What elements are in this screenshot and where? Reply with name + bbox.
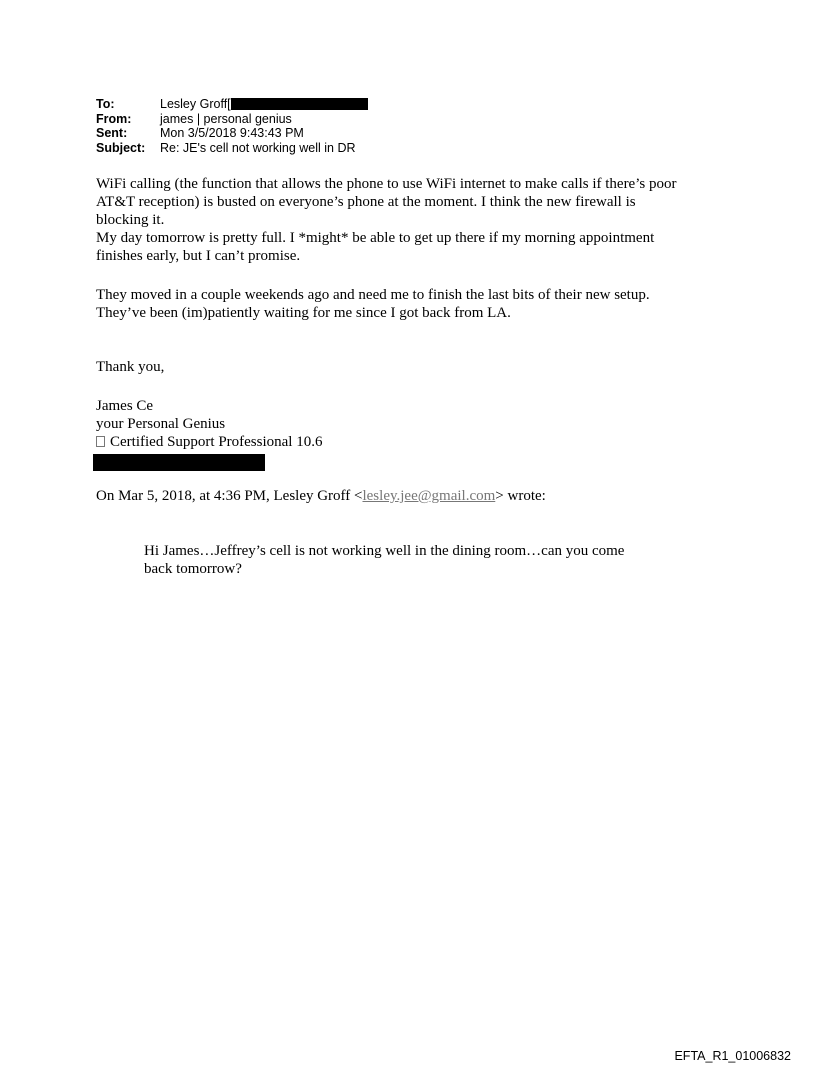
to-label: To:: [96, 97, 115, 111]
body-paragraph-wifi: [96, 175, 736, 229]
body-line: AT&T reception) is busted on everyone’s phone at the moment. I think the new firewall is: [96, 194, 636, 210]
from-row: [96, 112, 368, 127]
body-paragraph-schedule: [96, 229, 736, 265]
to-row: [96, 97, 368, 112]
quoted-line: Hi James…Jeffrey’s cell is not working well in the dining room…can you come: [144, 543, 625, 559]
email-header: [96, 97, 368, 155]
body-line: They’ve been (im)patiently waiting for me since I got back from LA.: [96, 305, 511, 321]
quoted-message: [144, 542, 704, 578]
quoted-intro: [96, 487, 736, 505]
document-id: EFTA_R1_01006832: [674, 1049, 791, 1063]
redaction-bar: [93, 454, 265, 471]
body-line: My day tomorrow is pretty full. I *might* be able to get up there if my morning appointment: [96, 230, 655, 246]
to-value-wrap: [160, 97, 368, 112]
from-label: From:: [96, 111, 132, 126]
quoted-intro-suffix: > wrote:: [495, 488, 546, 504]
body-paragraph-setup: [96, 286, 736, 322]
redaction-bar: [231, 98, 368, 110]
email-link[interactable]: lesley.jee@gmail.com: [362, 488, 496, 504]
missing-glyph-box-icon: [96, 436, 105, 447]
body-line: finishes early, but I can’t promise.: [96, 248, 301, 264]
quoted-intro-prefix: On Mar 5, 2018, at 4:36 PM, Lesley Groff <: [96, 488, 363, 504]
to-value: Lesley Groff[: [160, 97, 231, 111]
body-line: blocking it.: [96, 212, 165, 228]
signature-block: [96, 397, 736, 451]
signature-name: James Ce: [96, 398, 154, 414]
body-line: WiFi calling (the function that allows the phone to use WiFi internet to make calls if there’s poor: [96, 176, 677, 192]
sent-value: Mon 3/5/2018 9:43:43 PM: [160, 126, 304, 140]
body-line: They moved in a couple weekends ago and need me to finish the last bits of their new setup.: [96, 287, 650, 303]
quoted-line: back tomorrow?: [144, 561, 242, 577]
closing-line: Thank you,: [96, 359, 165, 375]
subject-row: [96, 141, 368, 156]
from-value: james | personal genius: [160, 111, 292, 126]
signature-cert-row: [96, 433, 736, 451]
signature-cert: Certified Support Professional 10.6: [110, 434, 323, 450]
subject-value: Re: JE's cell not working well in DR: [160, 140, 356, 155]
sent-row: [96, 126, 368, 141]
subject-label: Subject:: [96, 140, 146, 155]
signature-title: your Personal Genius: [96, 416, 226, 432]
sent-label: Sent:: [96, 126, 128, 140]
